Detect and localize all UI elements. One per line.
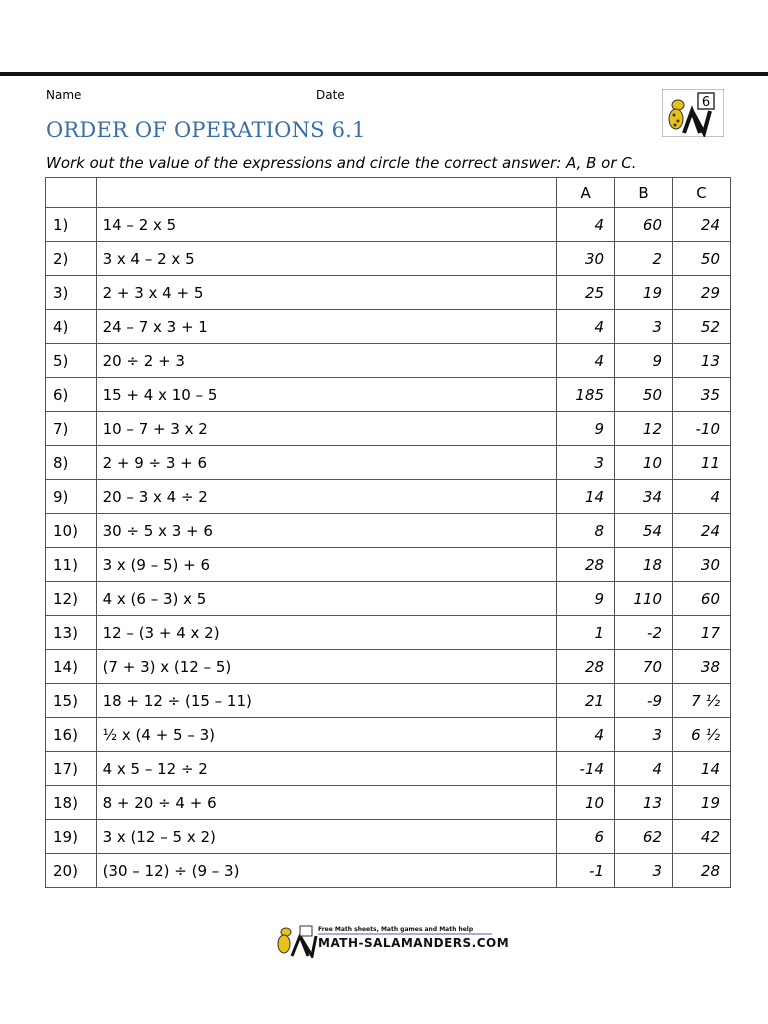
- expression-cell: 3 x (12 – 5 x 2): [96, 820, 557, 854]
- option-a-cell[interactable]: 4: [557, 344, 615, 378]
- option-a-cell[interactable]: 25: [557, 276, 615, 310]
- option-b-cell[interactable]: 9: [615, 344, 673, 378]
- option-c-cell[interactable]: 17: [673, 616, 731, 650]
- expression-cell: 15 + 4 x 10 – 5: [96, 378, 557, 412]
- expression-cell: (30 – 12) ÷ (9 – 3): [96, 854, 557, 888]
- option-b-cell[interactable]: 34: [615, 480, 673, 514]
- question-number: 7): [46, 412, 97, 446]
- option-c-cell[interactable]: 50: [673, 242, 731, 276]
- expression-cell: (7 + 3) x (12 – 5): [96, 650, 557, 684]
- option-c-cell[interactable]: 11: [673, 446, 731, 480]
- top-rule: [0, 72, 768, 76]
- date-label: Date: [316, 88, 345, 102]
- option-c-cell[interactable]: 60: [673, 582, 731, 616]
- option-a-cell[interactable]: 9: [557, 582, 615, 616]
- option-b-cell[interactable]: 3: [615, 310, 673, 344]
- table-row: [46, 344, 731, 378]
- option-a-cell[interactable]: 21: [557, 684, 615, 718]
- logo-grade: 6: [701, 95, 711, 110]
- column-header-c: C: [673, 178, 731, 208]
- option-b-cell[interactable]: 70: [615, 650, 673, 684]
- table-row: [46, 378, 731, 412]
- expression-cell: ½ x (4 + 5 – 3): [96, 718, 557, 752]
- expression-cell: 4 x (6 – 3) x 5: [96, 582, 557, 616]
- option-a-cell[interactable]: 4: [557, 718, 615, 752]
- expression-cell: 30 ÷ 5 x 3 + 6: [96, 514, 557, 548]
- question-number: 9): [46, 480, 97, 514]
- table-row: [46, 208, 731, 242]
- option-a-cell[interactable]: 1: [557, 616, 615, 650]
- expression-cell: 18 + 12 ÷ (15 – 11): [96, 684, 557, 718]
- table-row: [46, 752, 731, 786]
- option-a-cell[interactable]: 30: [557, 242, 615, 276]
- option-b-cell[interactable]: 12: [615, 412, 673, 446]
- expression-cell: 24 – 7 x 3 + 1: [96, 310, 557, 344]
- option-a-cell[interactable]: -1: [557, 854, 615, 888]
- column-header-b: B: [615, 178, 673, 208]
- table-row: [46, 480, 731, 514]
- option-c-cell[interactable]: 42: [673, 820, 731, 854]
- option-b-cell[interactable]: 18: [615, 548, 673, 582]
- table-row: [46, 548, 731, 582]
- table-row: [46, 684, 731, 718]
- question-number: 12): [46, 582, 97, 616]
- option-c-cell[interactable]: 35: [673, 378, 731, 412]
- option-a-cell[interactable]: 185: [557, 378, 615, 412]
- question-number: 3): [46, 276, 97, 310]
- header-num-cell: [46, 178, 97, 208]
- option-b-cell[interactable]: 2: [615, 242, 673, 276]
- footer-tagline: Free Math sheets, Math games and Math help: [318, 926, 474, 933]
- table-row: [46, 310, 731, 344]
- worksheet-title: ORDER OF OPERATIONS 6.1: [46, 118, 366, 142]
- table-row: [46, 854, 731, 888]
- expression-cell: 12 – (3 + 4 x 2): [96, 616, 557, 650]
- question-number: 18): [46, 786, 97, 820]
- option-a-cell[interactable]: 8: [557, 514, 615, 548]
- name-label: Name: [46, 88, 82, 102]
- table-row: [46, 242, 731, 276]
- option-a-cell[interactable]: 3: [557, 446, 615, 480]
- question-number: 6): [46, 378, 97, 412]
- option-c-cell[interactable]: 52: [673, 310, 731, 344]
- question-number: 20): [46, 854, 97, 888]
- question-number: 16): [46, 718, 97, 752]
- table-row: [46, 786, 731, 820]
- question-number: 11): [46, 548, 97, 582]
- option-b-cell[interactable]: 54: [615, 514, 673, 548]
- option-c-cell[interactable]: 14: [673, 752, 731, 786]
- table-header-row: [46, 178, 731, 208]
- question-number: 15): [46, 684, 97, 718]
- option-c-cell[interactable]: 24: [673, 514, 731, 548]
- question-number: 4): [46, 310, 97, 344]
- table-row: [46, 718, 731, 752]
- table-row: [46, 582, 731, 616]
- option-c-cell[interactable]: 29: [673, 276, 731, 310]
- option-c-cell[interactable]: 38: [673, 650, 731, 684]
- option-a-cell[interactable]: 28: [557, 548, 615, 582]
- column-header-a: A: [557, 178, 615, 208]
- option-b-cell[interactable]: 62: [615, 820, 673, 854]
- question-number: 19): [46, 820, 97, 854]
- question-number: 17): [46, 752, 97, 786]
- option-a-cell[interactable]: 9: [557, 412, 615, 446]
- option-a-cell[interactable]: 14: [557, 480, 615, 514]
- expression-cell: 20 ÷ 2 + 3: [96, 344, 557, 378]
- question-number: 8): [46, 446, 97, 480]
- option-b-cell[interactable]: 50: [615, 378, 673, 412]
- option-a-cell[interactable]: 6: [557, 820, 615, 854]
- question-number: 5): [46, 344, 97, 378]
- expression-cell: 14 – 2 x 5: [96, 208, 557, 242]
- table-row: [46, 276, 731, 310]
- question-number: 13): [46, 616, 97, 650]
- option-c-cell[interactable]: 7 ½: [673, 684, 731, 718]
- option-b-cell[interactable]: 3: [615, 718, 673, 752]
- answers-table: [45, 177, 731, 888]
- footer-brand: MATH-SALAMANDERS.COM: [318, 936, 510, 950]
- question-number: 2): [46, 242, 97, 276]
- question-number: 1): [46, 208, 97, 242]
- option-c-cell[interactable]: 13: [673, 344, 731, 378]
- option-c-cell[interactable]: 19: [673, 786, 731, 820]
- option-a-cell[interactable]: 28: [557, 650, 615, 684]
- option-c-cell[interactable]: 4: [673, 480, 731, 514]
- option-a-cell[interactable]: 4: [557, 310, 615, 344]
- option-c-cell[interactable]: 28: [673, 854, 731, 888]
- expression-cell: 10 – 7 + 3 x 2: [96, 412, 557, 446]
- option-b-cell[interactable]: -9: [615, 684, 673, 718]
- table-row: [46, 514, 731, 548]
- option-b-cell[interactable]: -2: [615, 616, 673, 650]
- option-c-cell[interactable]: 6 ½: [673, 718, 731, 752]
- table-row: [46, 446, 731, 480]
- expression-cell: 2 + 3 x 4 + 5: [96, 276, 557, 310]
- question-number: 14): [46, 650, 97, 684]
- option-b-cell[interactable]: 3: [615, 854, 673, 888]
- table-row: [46, 820, 731, 854]
- expression-cell: 4 x 5 – 12 ÷ 2: [96, 752, 557, 786]
- option-b-cell[interactable]: 19: [615, 276, 673, 310]
- expression-cell: 2 + 9 ÷ 3 + 6: [96, 446, 557, 480]
- header-expression-cell: [96, 178, 557, 208]
- table-row: [46, 616, 731, 650]
- option-c-cell[interactable]: 24: [673, 208, 731, 242]
- table-row: [46, 650, 731, 684]
- option-b-cell[interactable]: 10: [615, 446, 673, 480]
- expression-cell: 3 x (9 – 5) + 6: [96, 548, 557, 582]
- expression-cell: 8 + 20 ÷ 4 + 6: [96, 786, 557, 820]
- salamander-logo-icon: [662, 89, 724, 137]
- option-a-cell[interactable]: -14: [557, 752, 615, 786]
- option-c-cell[interactable]: -10: [673, 412, 731, 446]
- table-row: [46, 412, 731, 446]
- option-a-cell[interactable]: 10: [557, 786, 615, 820]
- option-b-cell[interactable]: 13: [615, 786, 673, 820]
- expression-cell: 20 – 3 x 4 ÷ 2: [96, 480, 557, 514]
- option-b-cell[interactable]: 110: [615, 582, 673, 616]
- question-number: 10): [46, 514, 97, 548]
- option-c-cell[interactable]: 30: [673, 548, 731, 582]
- option-b-cell[interactable]: 60: [615, 208, 673, 242]
- option-a-cell[interactable]: 4: [557, 208, 615, 242]
- option-b-cell[interactable]: 4: [615, 752, 673, 786]
- instructions-text: Work out the value of the expressions and circle the correct answer: A, B or C.: [46, 154, 637, 172]
- expression-cell: 3 x 4 – 2 x 5: [96, 242, 557, 276]
